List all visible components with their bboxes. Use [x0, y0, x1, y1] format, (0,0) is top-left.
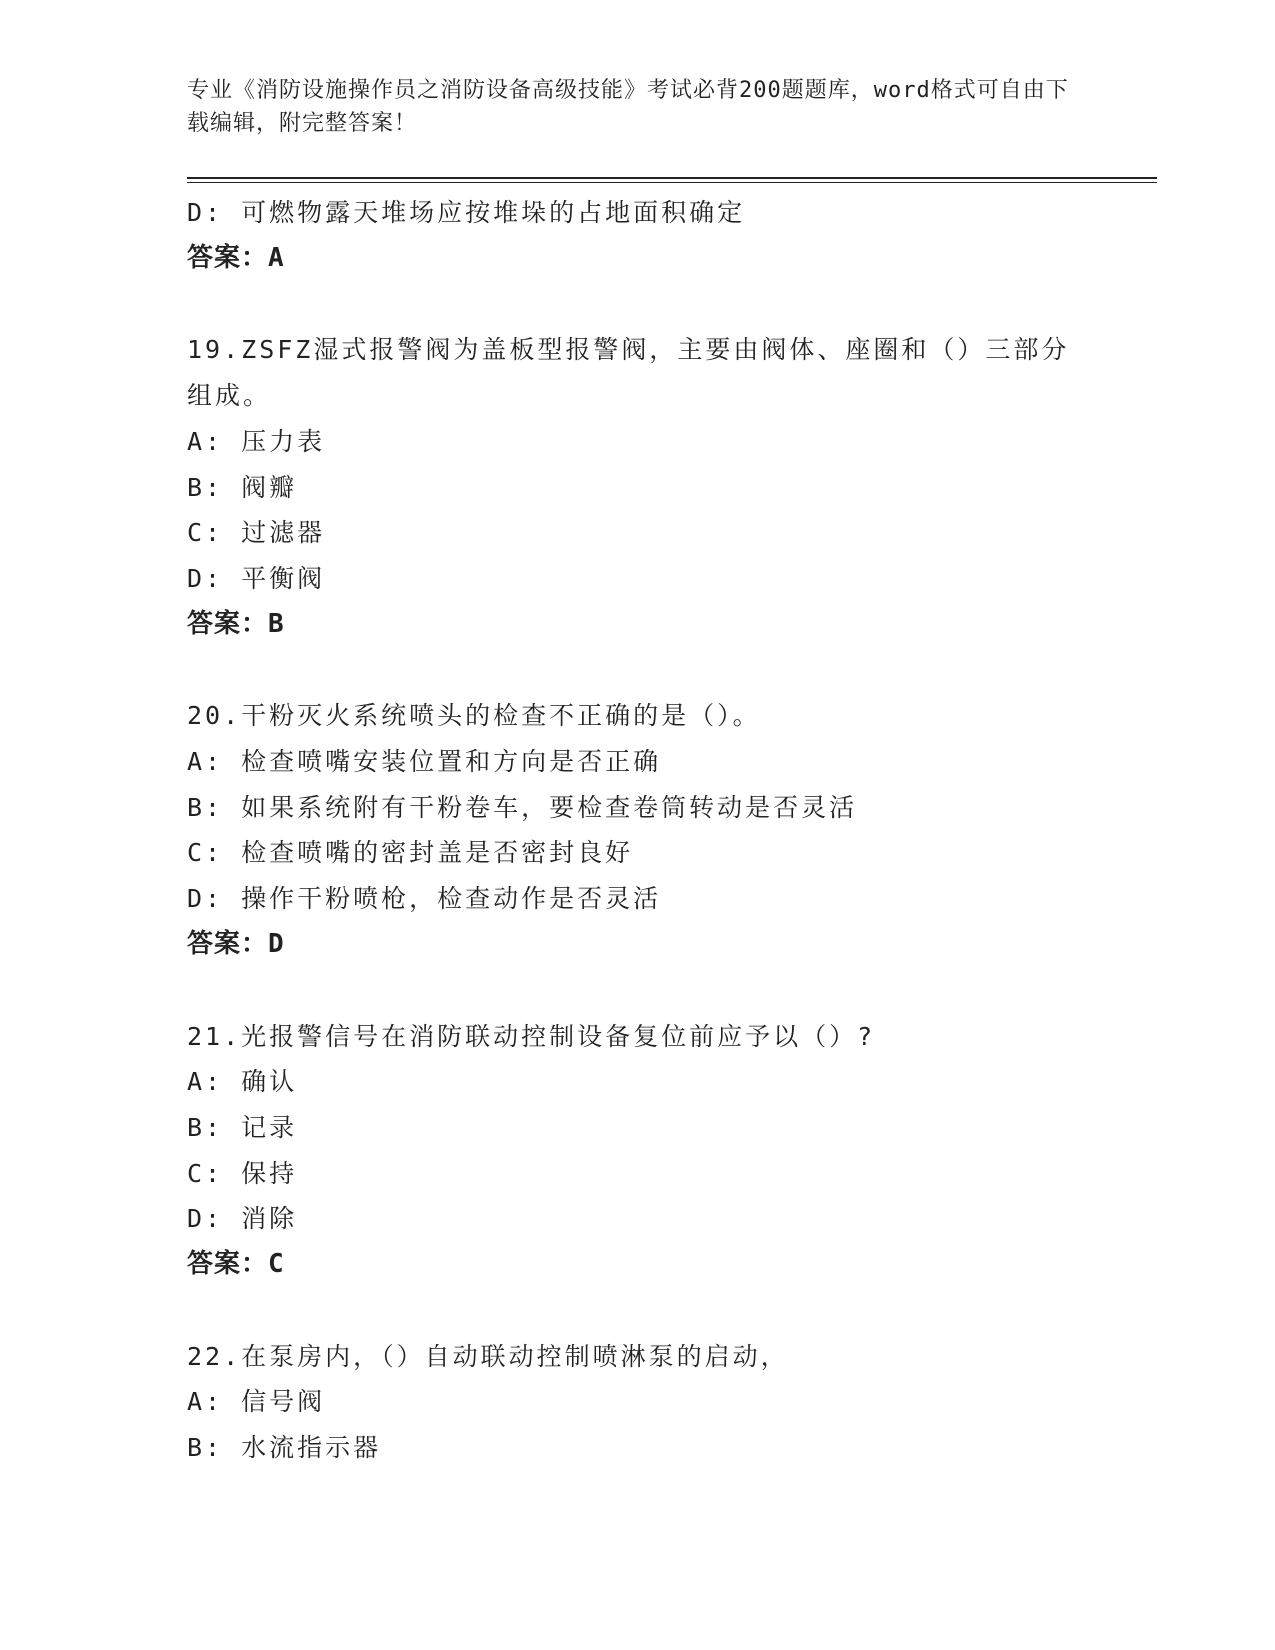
question-text: 19.ZSFZ湿式报警阀为盖板型报警阀，主要由阀体、座圈和（）三部分	[187, 335, 1070, 365]
option-a: A: 确认	[187, 1067, 298, 1097]
answer: 答案：C	[187, 1249, 285, 1280]
option-b: B: 如果系统附有干粉卷车，要检查卷筒转动是否灵活	[187, 792, 858, 822]
question-text: 21.光报警信号在消防联动控制设备复位前应予以（）?	[187, 1021, 876, 1051]
question-19	[187, 327, 1087, 647]
question-20	[187, 693, 1087, 967]
header-divider	[187, 177, 1157, 179]
option-c: C: 检查喷嘴的密封盖是否密封良好	[187, 838, 634, 868]
question-text: 22.在泵房内，（）自动联动控制喷淋泵的启动，	[187, 1341, 789, 1371]
spacer	[187, 1288, 1087, 1334]
question-21	[187, 1014, 1087, 1288]
spacer	[187, 968, 1087, 1014]
question-text-continued: 组成。	[187, 381, 272, 411]
option-b: B: 记录	[187, 1112, 298, 1142]
answer: 答案：B	[187, 608, 285, 639]
option-a: A: 压力表	[187, 426, 326, 456]
answer: 答案：D	[187, 928, 285, 959]
header-divider-thin	[187, 182, 1157, 183]
option-a: A: 检查喷嘴安装位置和方向是否正确	[187, 747, 662, 777]
option-b: B: 阀瓣	[187, 472, 298, 502]
answer: 答案：A	[187, 242, 285, 273]
question-22	[187, 1334, 1087, 1471]
option-d: D: 消除	[187, 1204, 298, 1234]
document-body	[187, 190, 1087, 1471]
option-c: C: 保持	[187, 1158, 298, 1188]
option-a: A: 信号阀	[187, 1387, 326, 1417]
option-d: D: 可燃物露天堆场应按堆垛的占地面积确定	[187, 198, 746, 227]
spacer	[187, 647, 1087, 693]
document-header: 专业《消防设施操作员之消防设备高级技能》考试必背200题题库，word格式可自由下载编辑，附完整答案！	[187, 78, 1069, 136]
question-text: 20.干粉灭火系统喷头的检查不正确的是（）。	[187, 701, 761, 731]
option-c: C: 过滤器	[187, 518, 326, 548]
spacer	[187, 281, 1087, 327]
option-d: D: 操作干粉喷枪，检查动作是否灵活	[187, 884, 662, 914]
option-d: D: 平衡阀	[187, 563, 326, 593]
option-b: B: 水流指示器	[187, 1433, 382, 1463]
